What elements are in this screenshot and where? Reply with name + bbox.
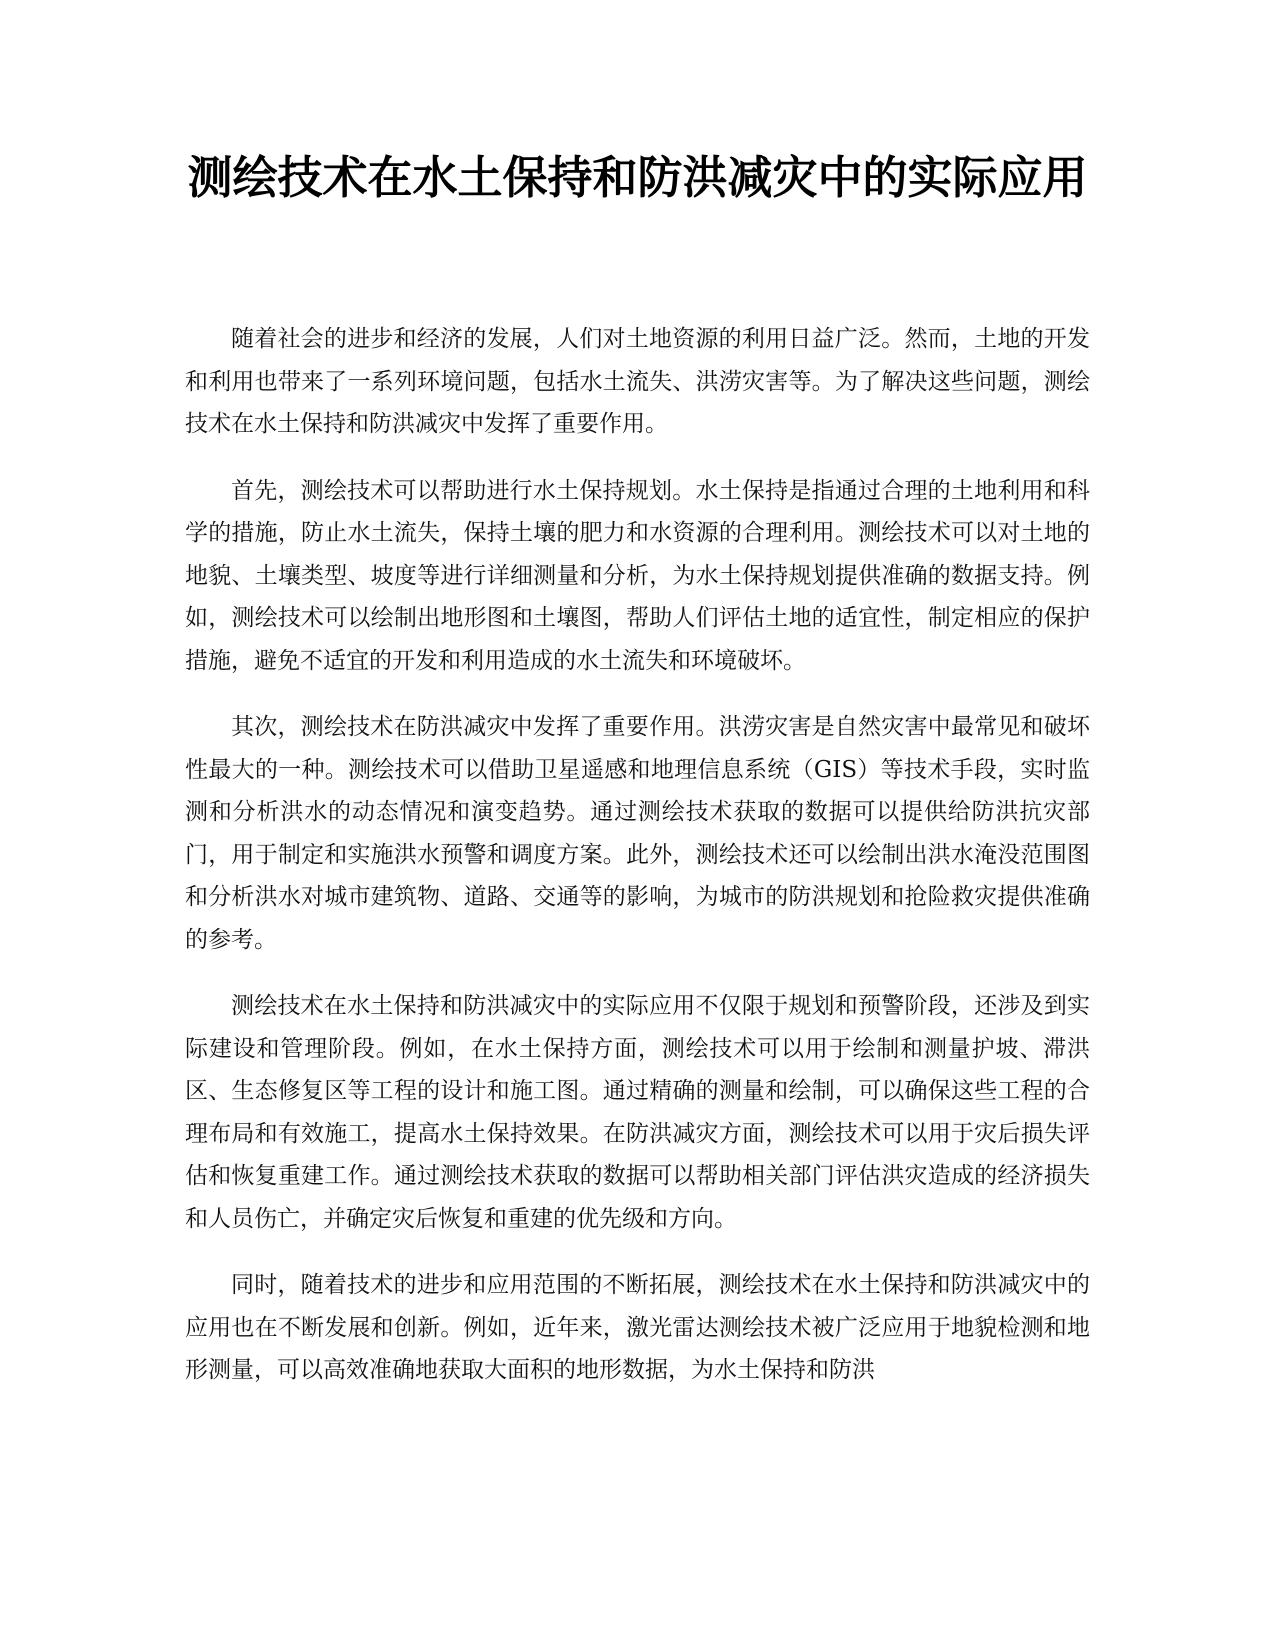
paragraph-2: 首先，测绘技术可以帮助进行水土保持规划。水土保持是指通过合理的土地利用和科学的措施，防止水土流失，保持土壤的肥力和水资源的合理利用。测绘技术可以对土地的地貌、土壤类型、坡度等进行详细测量和分析，为水土保持规划提供准确的数据支持。例如，测绘技术可以绘制出地形图和土壤图，帮助人们评估土地的适宜性，制定相应的保护措施，避免不适宜的开发和利用造成的水土流失和环境破坏。 [185,477,1090,674]
paragraph-5: 同时，随着技术的进步和应用范围的不断拓展，测绘技术在水土保持和防洪减灾中的应用也在不断发展和创新。例如，近年来，激光雷达测绘技术被广泛应用于地貌检测和地形测量，可以高效准确地获取大面积的地形数据，为水土保持和防洪 [185,1272,1090,1383]
document-title: 测绘技术在水土保持和防洪减灾中的实际应用 [187,151,1088,204]
paragraph-4: 测绘技术在水土保持和防洪减灾中的实际应用不仅限于规划和预警阶段，还涉及到实际建设和管理阶段。例如，在水土保持方面，测绘技术可以用于绘制和测量护坡、滞洪区、生态修复区等工程的设计和施工图。通过精确的测量和绘制，可以确保这些工程的合理布局和有效施工，提高水土保持效果。在防洪减灾方面，测绘技术可以用于灾后损失评估和恢复重建工作。通过测绘技术获取的数据可以帮助相关部门评估洪灾造成的经济损失和人员伤亡，并确定灾后恢复和重建的优先级和方向。 [185,993,1090,1232]
document-body [185,318,1090,1416]
paragraph-1: 随着社会的进步和经济的发展，人们对土地资源的利用日益广泛。然而，土地的开发和利用也带来了一系列环境问题，包括水土流失、洪涝灾害等。为了解决这些问题，测绘技术在水土保持和防洪减灾中发挥了重要作用。 [185,326,1090,437]
paragraph-3: 其次，测绘技术在防洪减灾中发挥了重要作用。洪涝灾害是自然灾害中最常见和破坏性最大的一种。测绘技术可以借助卫星遥感和地理信息系统（GIS）等技术手段，实时监测和分析洪水的动态情况和演变趋势。通过测绘技术获取的数据可以提供给防洪抗灾部门，用于制定和实施洪水预警和调度方案。此外，测绘技术还可以绘制出洪水淹没范围图和分析洪水对城市建筑物、道路、交通等的影响，为城市的防洪规划和抢险救灾提供准确的参考。 [185,714,1090,953]
